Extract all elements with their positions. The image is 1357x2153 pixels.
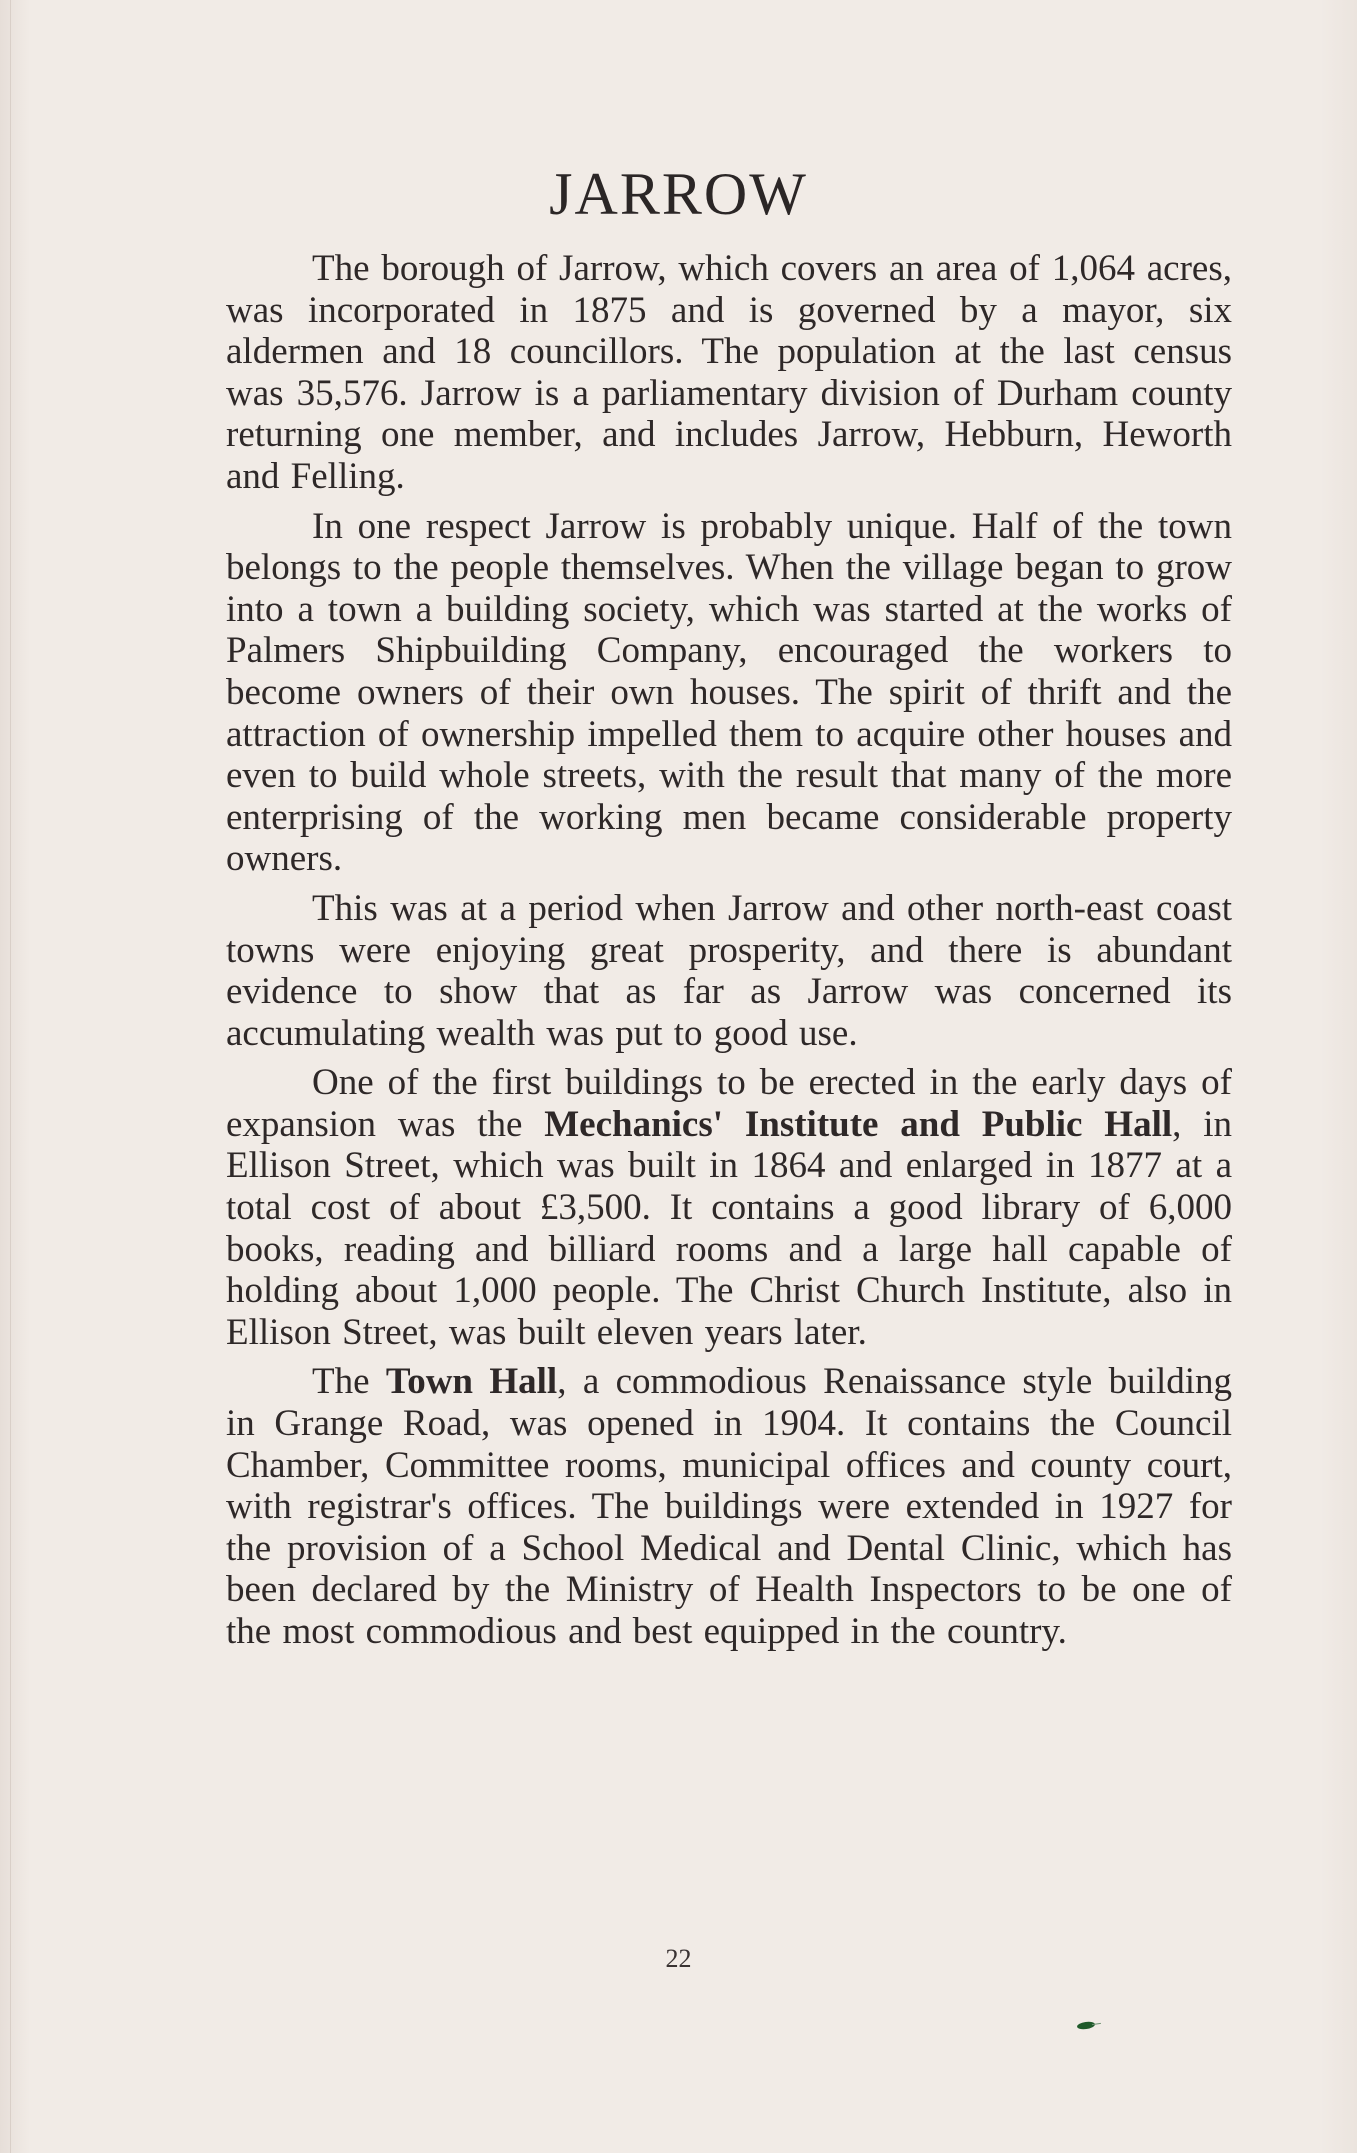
paragraph-text: The — [312, 1361, 386, 1403]
paragraph-text: This was at a period when Jarrow and other north-east coast towns were enjoying great prosperity, and there is abundant evidence to show that as far as Jarrow was concerned its accumulating wealth was put to good use. — [226, 887, 1232, 1054]
article-body — [226, 248, 1232, 1661]
ink-mark — [1077, 2021, 1096, 2030]
paragraph-text: , in Ellison Street, which was built in 1864 and enlarged in 1877 at a total cost of about £3,500. It contains a good library of 6,000 books, reading and billiard rooms and a large hall capable of holding about 1,000 people. The Christ Church Institute, also in Ellison Street, was built eleven years later. — [226, 1103, 1232, 1353]
paragraph-text: One of the first buildings to be erected in the early days of expansion was the — [226, 1062, 1232, 1145]
paragraph-text: In one respect Jarrow is probably unique. Half of the town belongs to the people themselves. When the village began to grow into a town a building society, which was started at the works of Palmers Shipbuilding Company, encouraged the workers to become owners of their own houses. The spirit of thrift and the attraction of ownership impelled them to acquire other houses and even to build whole streets, with the result that many of the more enterprising of the working men became considerable property owners. — [226, 505, 1232, 880]
paragraph — [226, 1062, 1232, 1353]
page-number: 22 — [665, 1944, 692, 1973]
bold-place-name: Town Hall — [385, 1361, 558, 1403]
page-edge-shadow — [10, 0, 11, 2153]
paragraph-text: The borough of Jarrow, which covers an area of 1,064 acres, was incorporated in 1875 and is governed by a mayor, six aldermen and 18 councillors. The population at the last census was 35,576. Jarrow is a parliamentary division of Durham county returning one member, and includes Jarrow, Hebburn, Heworth and Felling. — [226, 248, 1232, 497]
paragraph — [226, 506, 1232, 880]
page-title: JARROW — [549, 161, 808, 227]
paragraph — [226, 1361, 1232, 1652]
paragraph-text: , a commodious Renaissance style building in Grange Road, was opened in 1904. It contains the Council Chamber, Committee rooms, municipal offices and county court, with registrar's offices. The buildings were extended in 1927 for the provision of a School Medical and Dental Clinic, which has been declared by the Ministry of Health Inspectors to be one of the most commodious and best equipped in the country. — [226, 1361, 1232, 1652]
paragraph — [226, 248, 1232, 498]
bold-place-name: Mechanics' Institute and Public Hall — [544, 1103, 1173, 1145]
paragraph — [226, 888, 1232, 1054]
